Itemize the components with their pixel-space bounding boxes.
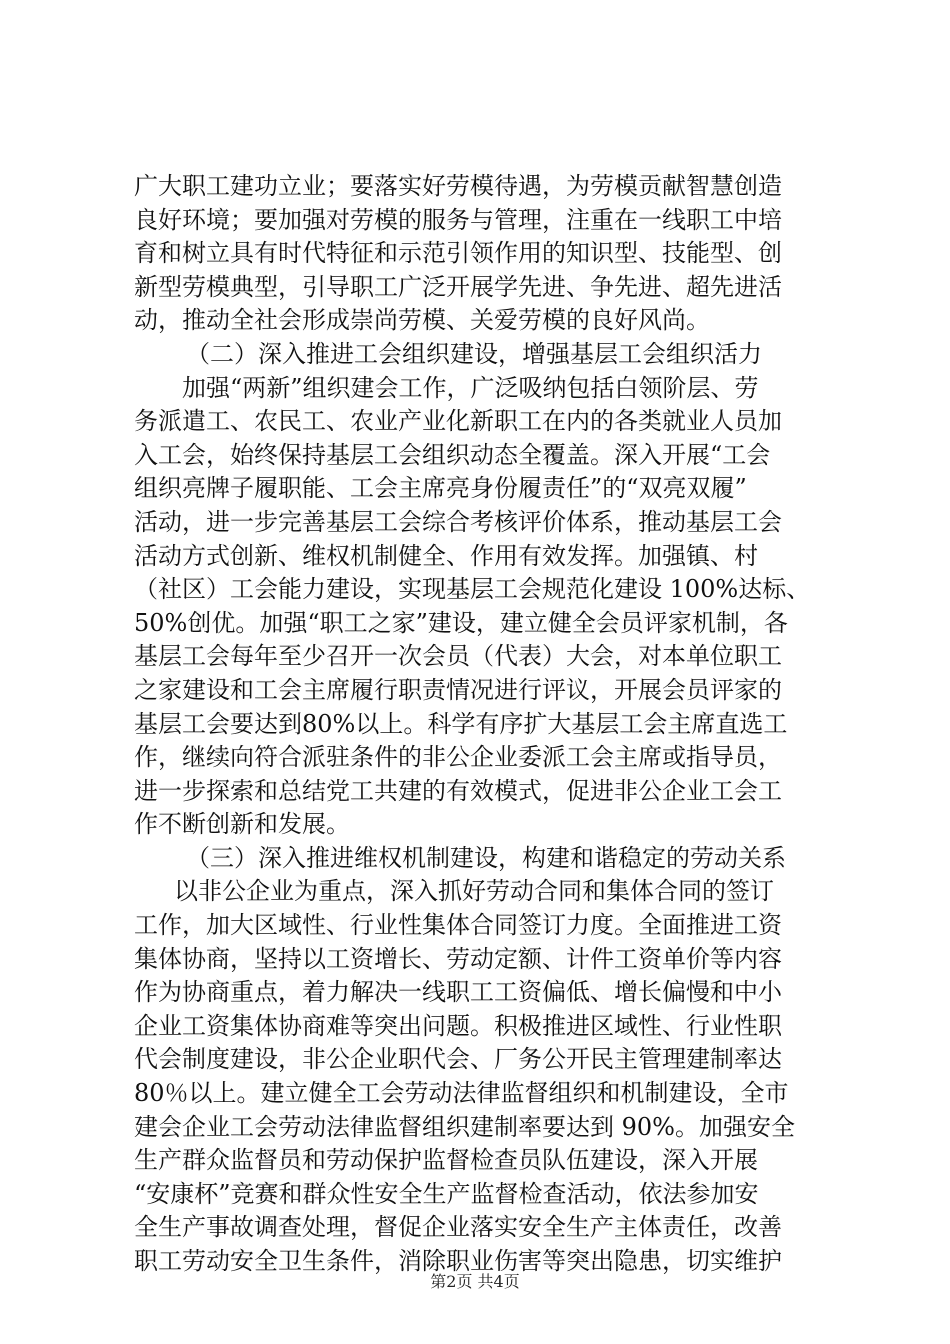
text-line: 企业工资集体协商难等突出问题。积极推进区域性、行业性职 (134, 1011, 782, 1040)
paragraph-first-line: 以非公企业为重点，深入抓好劳动合同和集体合同的签订 (174, 877, 774, 906)
page-number-footer: 第2页 共4页 (430, 1272, 520, 1291)
text-line: 职工劳动安全卫生条件，消除职业伤害等突出隐患，切实维护 (134, 1247, 782, 1275)
text-line: 80％以上。建立健全工会劳动法律监督组织和机制建设，全市 (134, 1079, 789, 1108)
text-line: 动，推动全社会形成崇尚劳模、关爱劳模的良好风尚。 (134, 306, 710, 335)
text-line: 活动，进一步完善基层工会综合考核评价体系，推动基层工会 (134, 507, 782, 536)
section-heading-3: （三）深入推进维权机制建设，构建和谐稳定的劳动关系 (186, 843, 786, 872)
text-line: 代会制度建设，非公企业职代会、厂务公开民主管理建制率达 (134, 1045, 782, 1074)
paragraph-first-line: 加强“两新”组织建会工作，广泛吸纳包括白领阶层、劳 (158, 373, 759, 402)
text-line: 生产群众监督员和劳动保护监督检查员队伍建设，深入开展 (134, 1146, 758, 1175)
text-line: （社区）工会能力建设，实现基层工会规范化建设 100%达标、 (134, 575, 811, 604)
text-line: 组织亮牌子履职能、工会主席亮身份履责任”的“双亮双履” (134, 474, 747, 503)
text-line: 基层工会每年至少召开一次会员（代表）大会，对本单位职工 (134, 642, 782, 671)
body-text (134, 170, 834, 1279)
text-line: 50%创优。加强“职工之家”建设，建立健全会员评家机制，各 (134, 608, 788, 637)
text-line: 育和树立具有时代特征和示范引领作用的知识型、技能型、创 (134, 239, 782, 268)
text-line: 活动方式创新、维权机制健全、作用有效发挥。加强镇、村 (134, 541, 758, 570)
text-line: 作不断创新和发展。 (134, 810, 350, 839)
text-line: 集体协商，坚持以工资增长、劳动定额、计件工资单价等内容 (134, 944, 782, 973)
text-line: 作为协商重点，着力解决一线职工工资偏低、增长偏慢和中小 (134, 978, 782, 1007)
section-heading-2: （二）深入推进工会组织建设，增强基层工会组织活力 (186, 339, 762, 368)
text-line: 广大职工建功立业；要落实好劳模待遇，为劳模贡献智慧创造 (134, 172, 782, 200)
text-line: 良好环境；要加强对劳模的服务与管理，注重在一线职工中培 (134, 205, 782, 234)
text-line: 务派遣工、农民工、农业产业化新职工在内的各类就业人员加 (134, 407, 782, 436)
text-line: 进一步探索和总结党工共建的有效模式，促进非公企业工会工 (134, 776, 782, 805)
text-line: 入工会，始终保持基层工会组织动态全覆盖。深入开展“工会 (134, 440, 771, 469)
text-line: 新型劳模典型，引导职工广泛开展学先进、争先进、超先进活 (134, 272, 782, 301)
text-line: 作，继续向符合派驻条件的非公企业委派工会主席或指导员， (134, 743, 782, 772)
text-line: 工作，加大区域性、行业性集体合同签订力度。全面推进工资 (134, 911, 782, 940)
text-line: 建会企业工会劳动法律监督组织建制率要达到 90%。加强安全 (134, 1112, 795, 1141)
text-line: 全生产事故调查处理，督促企业落实安全生产主体责任，改善 (134, 1213, 782, 1242)
text-line: 基层工会要达到80%以上。科学有序扩大基层工会主席直选工 (134, 709, 788, 738)
text-line: “安康杯”竞赛和群众性安全生产监督检查活动，依法参加安 (134, 1179, 759, 1208)
text-line: 之家建设和工会主席履行职责情况进行评议，开展会员评家的 (134, 675, 782, 704)
